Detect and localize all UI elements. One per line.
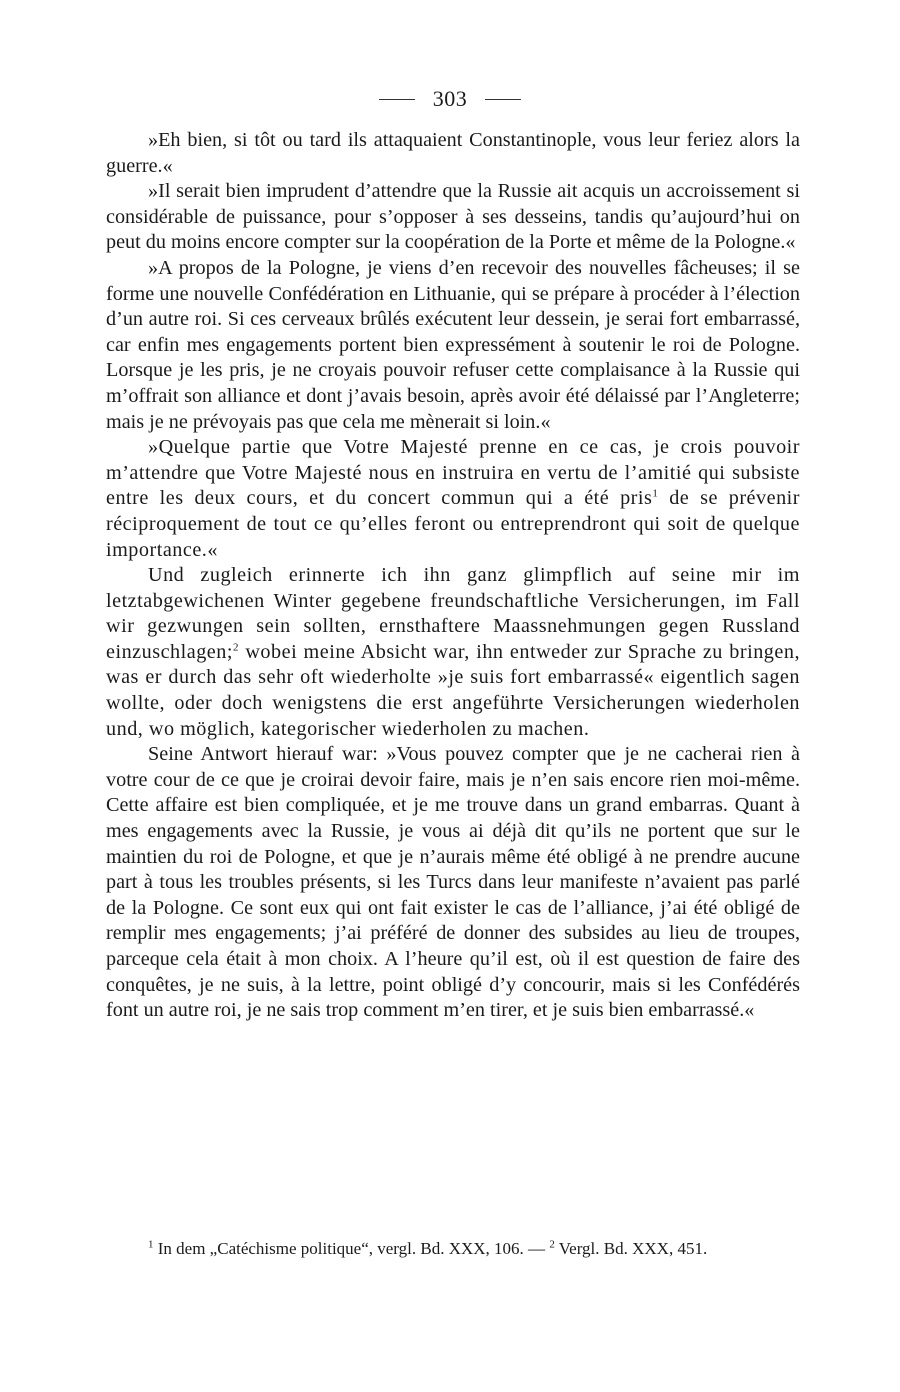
footnote-1-text: In dem „Catéchisme politique“, vergl. Bd. XXX, 106. — bbox=[153, 1239, 550, 1258]
paragraph-3: »A propos de la Pologne, je viens d’en recevoir des nouvelles fâcheuses; il se forme une nouvelle Confédération en Lithuanie, qui se prépare à procéder à l’élection d’un autre roi. Si ces cerveaux brûlés exécutent leur dessein, je serai fort embarrassé, car enfin mes engagements portent bien expressément à soutenir le roi de Pologne. Lorsque je les pris, je ne croyais pouvoir refuser cette complaisance à la Russie qui m’offrait son alliance et dont j’avais besoin, après avoir été délaissé par l’Angleterre; mais je ne prévoyais pas que cela me mènerait si loin.« bbox=[106, 256, 800, 433]
paragraph-5 bbox=[106, 563, 800, 742]
paragraph-4 bbox=[106, 435, 800, 563]
paragraph-5-text-b: wobei meine Absicht war, ihn entweder zur Sprache zu bringen, was er durch das sehr oft wiederholte »je suis fort embarrassé« eigentlich sagen wollte, oder doch wenigstens die erst angeführte Versicherungen wiederholen und, wo möglich, kategorischer wiederholen zu machen. bbox=[106, 640, 800, 740]
paragraph-5-text-a: Und zugleich erinnerte ich ihn ganz glimpflich auf seine mir im letztabgewichenen Winter gegebene freundschaftliche Versicherungen, im Fall wir gezwungen sein sollten, ernsthaftere Maassnehmungen gegen Russland einzuschlagen; bbox=[106, 564, 800, 663]
paragraph-4-text-a: »Quelque partie que Votre Majesté prenne en ce cas, je crois pouvoir m’attendre que Votre Majesté nous en instruira en vertu de l’amitié qui subsiste entre les deux cours, et du concert commun qui a été pris bbox=[106, 436, 800, 510]
paragraph-2: »Il serait bien imprudent d’attendre que la Russie ait acquis un accroissement si considérable de puissance, pour s’opposer à ses desseins, tandis qu’aujourd’hui on peut du moins encore compter sur la coopération de la Porte et même de la Pologne.« bbox=[106, 180, 800, 254]
paragraph-4-text-b: de se prévenir réciproquement de tout ce qu’elles feront ou entreprendront qui soit de quelque importance.« bbox=[106, 487, 800, 561]
page-number: 303 bbox=[432, 86, 468, 111]
header-rule-right bbox=[485, 99, 521, 100]
footnote-ref-2: 2 bbox=[232, 641, 239, 654]
footnote-mark-2: 2 bbox=[549, 1238, 555, 1251]
footnotes bbox=[106, 1238, 800, 1260]
header-rule-left bbox=[379, 99, 415, 100]
footnote-ref-1: 1 bbox=[652, 487, 659, 500]
footnote-2-text: Vergl. Bd. XXX, 451. bbox=[554, 1239, 708, 1258]
body-text bbox=[106, 128, 800, 1024]
paragraph-6: Seine Antwort hierauf war: »Vous pouvez compter que je ne cacherai rien à votre cour de ce que je croirai devoir faire, mais je n’en sais encore rien moi-même. Cette affaire est bien compliquée, et je me trouve dans un grand embarras. Quant à mes engagements avec la Russie, je vous ai déjà dit qu’ils ne portent que sur le maintien du roi de Pologne, et que je n’aurais même été obligé à ne prendre aucune part à tous les troubles présents, si les Turcs dans leur manifeste n’avaient pas parlé de la Pologne. Ce sont eux qui ont fait exister le cas de l’alliance, j’ai été obligé de remplir mes engagements; j’ai préféré de donner des subsides au lieu de troupes, parceque cela était à mon choix. A l’heure qu’il est, où il est question de faire des conquêtes, je ne suis, à la lettre, point obligé d’y concourir, mais si les Confédérés font un autre roi, je ne sais trop comment m’en tirer, et je suis bien embarrassé.« bbox=[106, 743, 800, 1022]
footnote-mark-1: 1 bbox=[148, 1238, 154, 1251]
page-header bbox=[0, 86, 900, 112]
paragraph-1: »Eh bien, si tôt ou tard ils attaquaient Constantinople, vous leur feriez alors la guerre.« bbox=[106, 129, 800, 177]
